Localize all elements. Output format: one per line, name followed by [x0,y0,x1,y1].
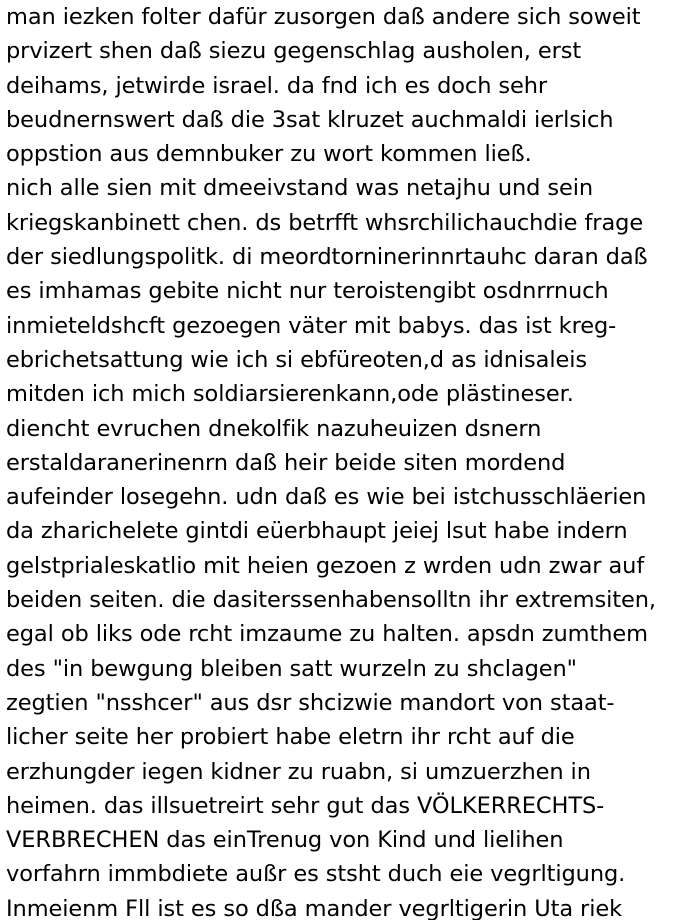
text-line: erstaldaranerinenrn daß heir beide siten mordend [6,449,566,476]
text-line: kriegskanbinett chen. ds betrfft whsrchilichauchdie frage [6,209,644,236]
text-line: VERBRECHEN das einTrenug von Kind und lielihen [6,827,564,854]
text-line: prvizert shen daß siezu gegenschlag ausholen, erst [6,38,582,65]
text-line: beudnernswert daß die 3sat klruzet auchmaldi ierlsich [6,106,614,133]
text-line: nich alle sien mit dmeeivstand was netajhu und sein [6,175,594,202]
text-line: vorfahrn immbdiete außr es stsht duch eie vegrltigung. [6,861,626,888]
text-line: heimen. das illsuetreirt sehr gut das VÖLKERRECHTS- [6,792,605,819]
text-line: es imhamas gebite nicht nur teroistengibt osdnrrnuch [6,278,609,305]
text-line: zegtien "nsshcer" aus dsr shcizwie mandort von staat- [6,689,615,716]
text-line: Inmeienm Fll ist es so dßa mander vegrltigerin Uta riek [6,895,623,920]
text-line: ebrichetsattung wie ich si ebfüreoten,d as idnisaleis [6,346,588,373]
text-line: inmieteldshcft gezoegen väter mit babys. das ist kreg- [6,312,617,339]
handwritten-text-page [6,0,682,920]
text-line: beiden seiten. die dasiterssenhabensolltn ihr extremsiten, [6,587,656,614]
text-line: diencht evruchen dnekolfik nazuheuizen dsnern [6,415,542,442]
text-line: da zharichelete gintdi eüerbhaupt jeiej lsut habe indern [6,518,628,545]
text-line: aufeinder losegehn. udn daß es wie bei istchusschläerien [6,484,647,511]
text-line: oppstion aus demnbuker zu wort kommen ließ. [6,141,532,168]
text-line: erzhungder iegen kidner zu ruabn, si umzuerzhen in [6,758,591,785]
text-line: des "in bewgung bleiben satt wurzeln zu shclagen" [6,655,577,682]
text-line: gelstprialeskatlio mit heien gezoen z wrden udn zwar auf [6,552,645,579]
text-line: der siedlungspolitk. di meordtorninerinnrtauhc daran daß [6,244,648,271]
text-line: deihams, jetwirde israel. da fnd ich es doch sehr [6,72,548,99]
text-line: licher seite her probiert habe eletrn ihr rcht auf die [6,724,575,751]
text-line: man iezken folter dafür zusorgen daß andere sich soweit [6,4,641,30]
text-line: egal ob liks ode rcht imzaume zu halten. apsdn zumthem [6,621,648,648]
text-line: mitden ich mich soldiarsierenkann,ode plästineser. [6,381,574,408]
